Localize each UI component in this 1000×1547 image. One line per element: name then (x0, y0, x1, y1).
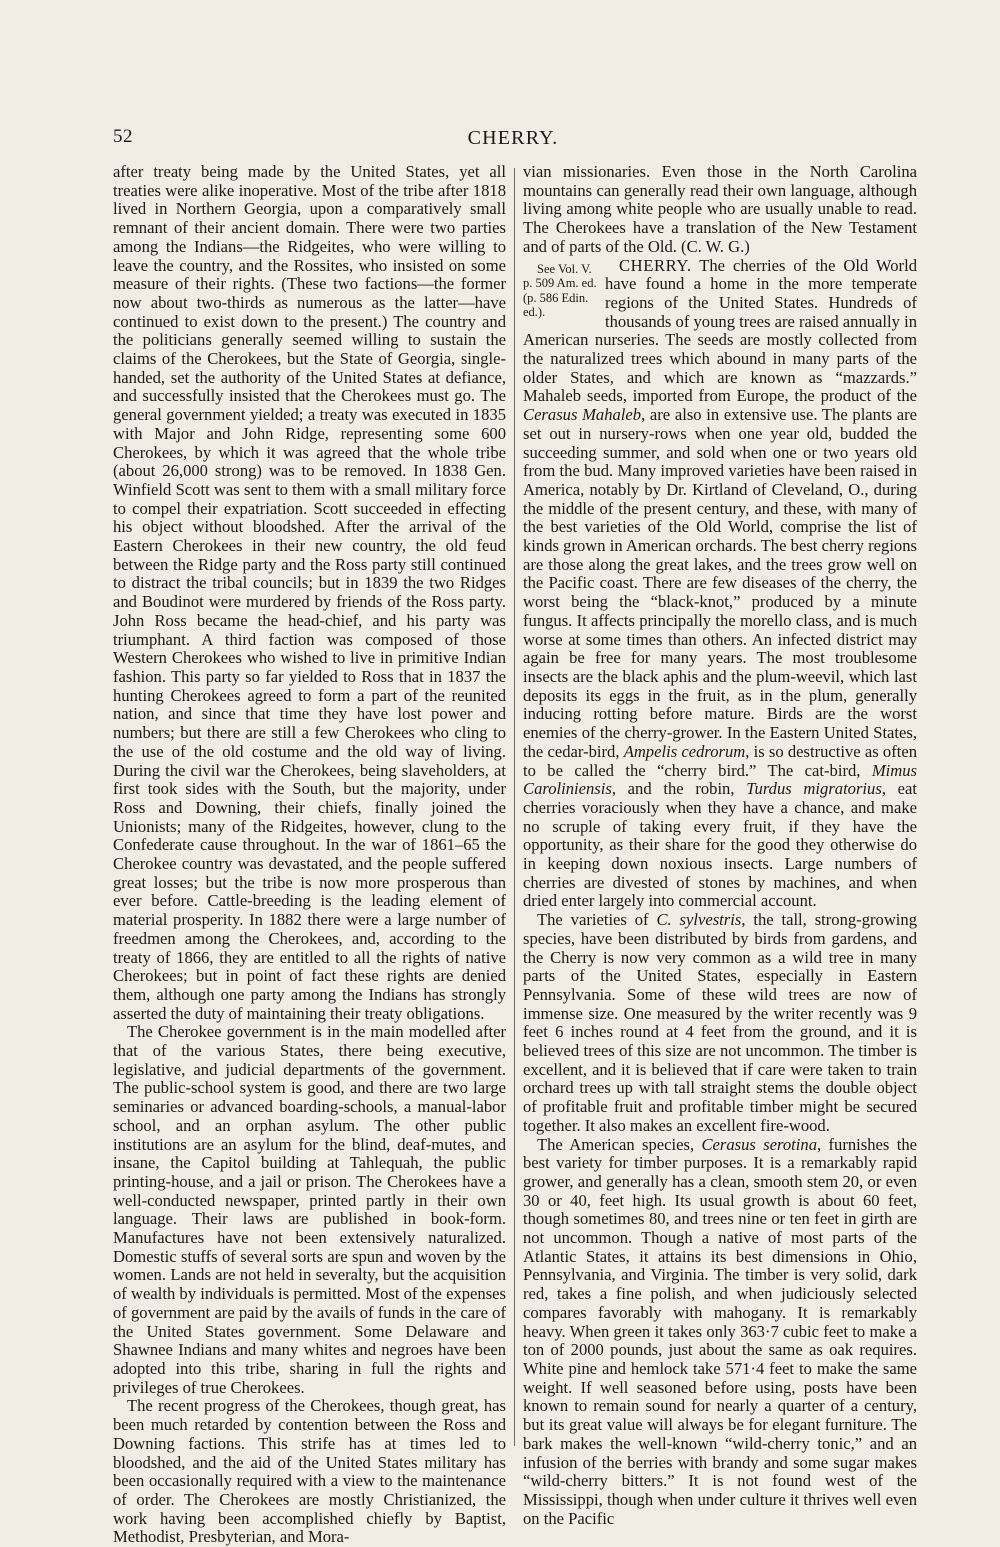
text: , is so destructive as often to be called the “cherry bird.” The cat-bird, (523, 741, 917, 780)
paragraph: vian missionaries. Even those in the North Carolina mountains can generally read their own language, although living among white people who are usually unable to read. The Cherokees have a translation of the New Testament and of parts of the Old. (C. W. G.) (523, 162, 917, 256)
left-column (113, 163, 506, 1547)
text: , are also in extensive use. The plants are set out in nursery-rows when one year old, budded the succeeding summer, and sold when one or two years old from the bud. Many improved varieties have been raised in America, notably by Dr. Kirtland of Cleveland, O., during the middle of the present century, and these, with many of the best varieties of the Old World, comprise the list of kinds grown in American orchards. The best cherry regions are those along the great lakes, and the trees grow well on the Pacific coast. There are few diseases of the cherry, the worst being the “black-knot,” produced by a minute fungus. It affects principally the morello class, and is much worse at some times than others. An infected district may again be free for many years. The most troublesome insects are the black aphis and the plum-weevil, which last deposits its eggs in the fruit, as in the plum, generally inducing rotting before mature. Birds are the worst enemies of the cherry-grower. In the Eastern United States, the cedar-bird, (523, 405, 917, 761)
species-name: C. sylvestris (656, 910, 742, 930)
column-divider (514, 168, 515, 1446)
paragraph (523, 911, 917, 1135)
paragraph-cherry (523, 257, 917, 912)
species-name: Mimus Caroliniensis (523, 760, 917, 799)
species-name: Cerasus serotina (701, 1134, 817, 1154)
species-name: Cerasus Mahaleb (523, 405, 642, 425)
text: , eat cherries voraciously when they have a chance, and make no scruple of taking every fruit, if they have the opportunity, as their share for the good they otherwise do in keeping down noxious insects. Large numbers of cherries are divested of stones by machines, and when dried enter largely into commercial account. (523, 779, 918, 911)
paragraph: The recent progress of the Cherokees, though great, has been much retarded by contention between the Ross and Downing factions. This strife has at times led to bloodshed, and the aid of the United States military has been occasionally required with a view to the maintenance of order. The Cherokees are mostly Christianized, the work having been accomplished chiefly by Baptist, Methodist, Presbyterian, and Mora- (113, 1396, 506, 1547)
paragraph: The Cherokee government is in the main modelled after that of the various States, there being executive, legislative, and judicial departments of the government. The public-school system is good, and there are two large seminaries or advanced boarding-schools, a manual-labor school, and an orphan asylum. The other public institutions are an asylum for the blind, deaf-mutes, and insane, the Capitol building at Tahlequah, the public printing-house, and a jail or prison. The Cherokees have a well-conducted newspaper, printed partly in their own language. Their laws are published in book-form. Manufactures have not been extensively naturalized. Domestic stuffs of several sorts are spun and woven by the women. Lands are not held in severalty, but the acquisition of wealth by individuals is permitted. Most of the expenses of government are paid by the avails of funds in the care of the United States government. Some Delaware and Shawnee Indians and many whites and negroes have been adopted into this tribe, sharing in full the rights and privileges of true Cherokees. (113, 1022, 506, 1397)
text: The varieties of (537, 910, 657, 930)
paragraph (523, 1136, 917, 1529)
running-head: CHERRY. (467, 127, 559, 149)
text: , and the robin, (611, 779, 747, 799)
text: , furnishes the best variety for timber purposes. It is a remarkably rapid grower, and generally has a clean, smooth stem 20, or even 30 or 40, feet high. Its usual growth is about 60 feet, though sometimes 80, and trees nine or ten feet in girth are not uncommon. Though a native of most parts of the Atlantic States, it attains its best dimensions in Ohio, Pennsylvania, and Virginia. The timber is very solid, dark red, takes a fine polish, and when judiciously selected compares favorably with mahogany. It is remarkably heavy. When green it takes only 363·7 cubic feet to make a ton of 2000 pounds, just about the same as oak requires. White pine and hemlock take 571·4 feet to make the same weight. If well seasoned before using, posts have been known to remain sound for nearly a quarter of a century, but its great value will always be for elegant furniture. The bark makes the well-known “wild-cherry tonic,” and an infusion of the berries with brandy and some sugar makes “wild-cherry bitters.” It is not found west of the Mississippi, though when under culture it thrives well even on the Pacific (523, 1134, 917, 1528)
species-name: Ampelis cedrorum (623, 741, 746, 761)
text: , the tall, strong-growing species, have been distributed by birds from gardens, and the Cherry is now very common as a wild tree in many parts of the United States, especially in Eastern Pennsylvania. Some of these wild trees are now of immense size. One measured by the writer recently was 9 feet 6 inches round at 4 feet from the ground, and it is believed trees of this size are not uncommon. The timber is excellent, and it is believed that if care were taken to train orchard trees up with tall straight stems the double object of profitable fruit and profitable timber might be secured together. It also makes an excellent fire-wood. (523, 910, 918, 1135)
text: The American species, (537, 1134, 702, 1154)
right-column (523, 163, 917, 1528)
species-name: Turdus migratorius (746, 779, 882, 799)
page-number: 52 (113, 126, 133, 147)
margin-note: See Vol. V. p. 509 Am. ed. (p. 586 Edin. ed.). (523, 261, 597, 320)
text: The cherries of the Old World have found a home in the more temperate regions of the United States. Hundreds of thousands of young trees are raised annually in American nurseries. The seeds are mostly collected from the naturalized trees which abound in many parts of the older States, and which are known as “mazzards.” Mahaleb seeds, imported from Europe, the product of the (523, 255, 917, 406)
paragraph: after treaty being made by the United States, yet all treaties were alike inoperative. Most of the tribe after 1818 lived in Northern Georgia, upon a comparatively small remnant of their ancient domain. There were two parties among the Indians—the Ridgeites, who were willing to leave the country, and the Rossites, who insisted on some measure of their rights. (These two factions—the former now about two-thirds as numerous as the latter—have continued to exist down to the present.) The country and the politicians generally seemed willing to sustain the claims of the Cherokees, but the State of Georgia, single-handed, set the authority of the United States at defiance, and successfully insisted that the Cherokees must go. The general government yielded; a treaty was executed in 1835 with Major and John Ridge, representing some 600 Cherokees, by which it was agreed that the whole tribe (about 26,000 strong) was to be removed. In 1838 Gen. Winfield Scott was sent to them with a small military force to compel their expatriation. Scott succeeded in effecting his object without bloodshed. After the arrival of the Eastern Cherokees in their new country, the old feud between the Ridge party and the Ross party still continued to distract the tribal councils; but in 1839 the two Ridges and Boudinot were murdered by friends of the Ross party. John Ross became the head-chief, and his party was triumphant. A third faction was composed of those Western Cherokees who wished to live in primitive Indian fashion. This party so far yielded to Ross that in 1837 the hunting Cherokees agreed to form a part of the reunited nation, and since that time they have lost power and numbers; but there are still a few Cherokees who cling to the use of the old costume and the old way of living. During the civil war the Cherokees, being slaveholders, at first took sides with the South, but the majority, under Ross and Downing, their chiefs, finally joined the Unionists; many of the Ridgeites, however, clung to the Confederate cause throughout. In the war of 1861–65 the Cherokee country was devastated, and the people suffered great losses; but the tribe is now more prosperous than ever before. Cattle-breeding is the leading element of material prosperity. In 1882 there were a large number of freedmen among the Cherokees, and, according to the treaty of 1866, they are entitled to all the rights of native Cherokees; but in point of fact these rights are denied them, although one party among the Indians has strongly asserted the duty of maintaining their treaty obligations. (113, 162, 506, 1023)
headword: CHERRY. (619, 255, 692, 275)
